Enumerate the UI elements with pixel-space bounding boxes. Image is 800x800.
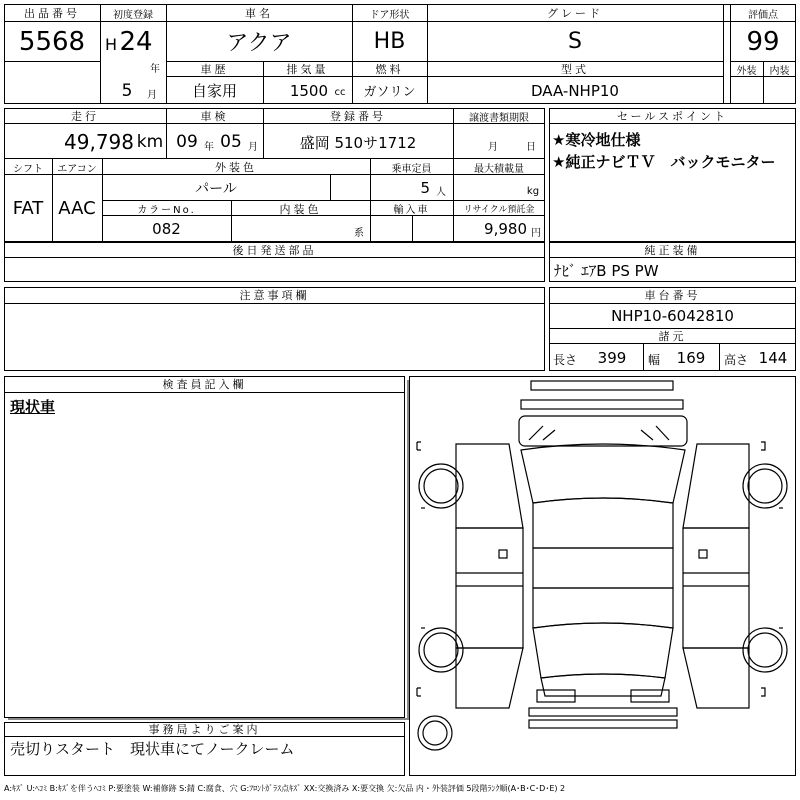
displacement-label: 排気量 xyxy=(286,63,329,76)
recycle-amount: 9,980 xyxy=(484,220,527,238)
inspection-month: 05 xyxy=(220,132,242,152)
year-unit: 年 xyxy=(150,63,160,74)
length-label: 長さ xyxy=(552,352,577,367)
lot-label: 出品番号 xyxy=(24,7,80,20)
transfer-month-unit: 月 xyxy=(488,141,498,153)
chassis-label: 車台番号 xyxy=(549,287,796,304)
color-no-label: カラーNo. xyxy=(137,205,196,216)
fuel-label: 燃料 xyxy=(375,63,404,76)
score: 99 xyxy=(746,26,780,57)
height: 144 xyxy=(758,349,788,367)
capacity-unit: 人 xyxy=(436,186,446,198)
sales-label: セールスポイント xyxy=(549,108,796,124)
import-label: 輸入車 xyxy=(393,205,430,216)
ac-label: エアコン xyxy=(57,163,97,175)
width: 169 xyxy=(676,349,706,367)
score-label: 評価点 xyxy=(748,9,778,21)
recycle-label: リサイクル預託金 xyxy=(463,205,535,215)
displacement: 1500 xyxy=(289,81,328,100)
mileage-unit: km xyxy=(136,132,164,152)
dims-label: 諸元 xyxy=(549,329,796,344)
plate-number: 盛岡 510サ1712 xyxy=(299,133,417,152)
genuine-equipment: ﾅﾋﾞ ｴｱB PS PW xyxy=(554,261,659,280)
inspection-month-unit: 月 xyxy=(248,141,258,153)
office-note: 売切りスタート 現状車にてノークレーム xyxy=(10,739,295,758)
model-label: 型式 xyxy=(561,63,589,76)
width-label: 幅 xyxy=(647,352,660,367)
inspector-note: 現状車 xyxy=(10,397,56,416)
notes-label: 注意事項欄 xyxy=(4,287,545,304)
shift-label: シフト xyxy=(13,163,43,175)
plate-label: 登録番号 xyxy=(330,110,386,123)
inspection-year-unit: 年 xyxy=(204,141,214,153)
grade-label: グレード xyxy=(547,7,603,20)
car-name: アクア xyxy=(226,31,292,56)
month-unit: 月 xyxy=(147,89,157,101)
height-label: 高さ xyxy=(723,352,748,367)
reg-year: 24 xyxy=(119,27,153,57)
lot-number: 5568 xyxy=(18,26,86,57)
ac: AAC xyxy=(58,198,96,219)
grade: S xyxy=(568,29,582,54)
capacity-label: 乗車定員 xyxy=(391,163,432,175)
load-label: 最大積載量 xyxy=(474,163,524,175)
sales-point-1: ★寒冷地仕様 xyxy=(552,130,641,149)
car-name-label: 車名 xyxy=(245,7,273,20)
shift: FAT xyxy=(12,198,44,219)
int-color-unit: 系 xyxy=(354,227,364,239)
ext-color-label: 外装色 xyxy=(215,161,257,174)
later-parts-label: 後日発送部品 xyxy=(4,242,545,258)
sales-point-2: ★純正ナビＴＶ バックモニター xyxy=(552,152,776,171)
inspector-block xyxy=(4,376,405,718)
mileage-label: 走行 xyxy=(71,110,99,123)
reg-month: 5 xyxy=(121,81,133,101)
exterior-label: 外装 xyxy=(736,65,757,77)
fuel: ガソリン xyxy=(363,85,416,100)
model: DAA-NHP10 xyxy=(531,81,619,100)
history: 自家用 xyxy=(191,82,237,100)
inspection-label: 車検 xyxy=(200,110,229,123)
recycle-unit: 円 xyxy=(531,227,541,239)
car-diagram[interactable] xyxy=(411,378,794,774)
inspector-label: 検査員記入欄 xyxy=(4,376,405,393)
ext-color: パール xyxy=(195,181,237,197)
interior-label: 内装 xyxy=(769,65,790,77)
damage-legend: A:ｷｽﾞ U:ﾍｺﾐ B:ｷｽﾞを伴うﾍｺﾐ P:要塗装 W:補修跡 S:錆 C:腐食、穴 G:ﾌﾛﾝﾄｶﾞﾗｽ点ｷｽﾞ XX:交換済み X:要交換 欠:欠品 内・外装評価 5段階ﾗﾝｸ順(A･B･C･D･E) 2 xyxy=(4,783,566,793)
mileage: 49,798 xyxy=(64,130,134,154)
transfer-label: 譲渡書類期限 xyxy=(469,112,529,124)
door-type: HB xyxy=(373,29,406,54)
era: H xyxy=(104,34,118,54)
displacement-unit: cc xyxy=(334,86,346,98)
genuine-label: 純正装備 xyxy=(549,242,796,258)
door-label: ドア形状 xyxy=(369,9,410,21)
history-label: 車歴 xyxy=(200,63,229,76)
color-no: 082 xyxy=(152,220,181,238)
inspection-year: 09 xyxy=(176,132,198,152)
office-label: 事務局よりご案内 xyxy=(4,722,405,737)
int-color-label: 内装色 xyxy=(279,202,322,216)
capacity: 5 xyxy=(420,179,430,197)
load-unit: kg xyxy=(526,185,540,197)
first-reg-label: 初度登録 xyxy=(113,9,153,21)
chassis-number: NHP10-6042810 xyxy=(549,304,796,329)
length: 399 xyxy=(597,349,627,367)
transfer-day-unit: 日 xyxy=(526,141,536,153)
